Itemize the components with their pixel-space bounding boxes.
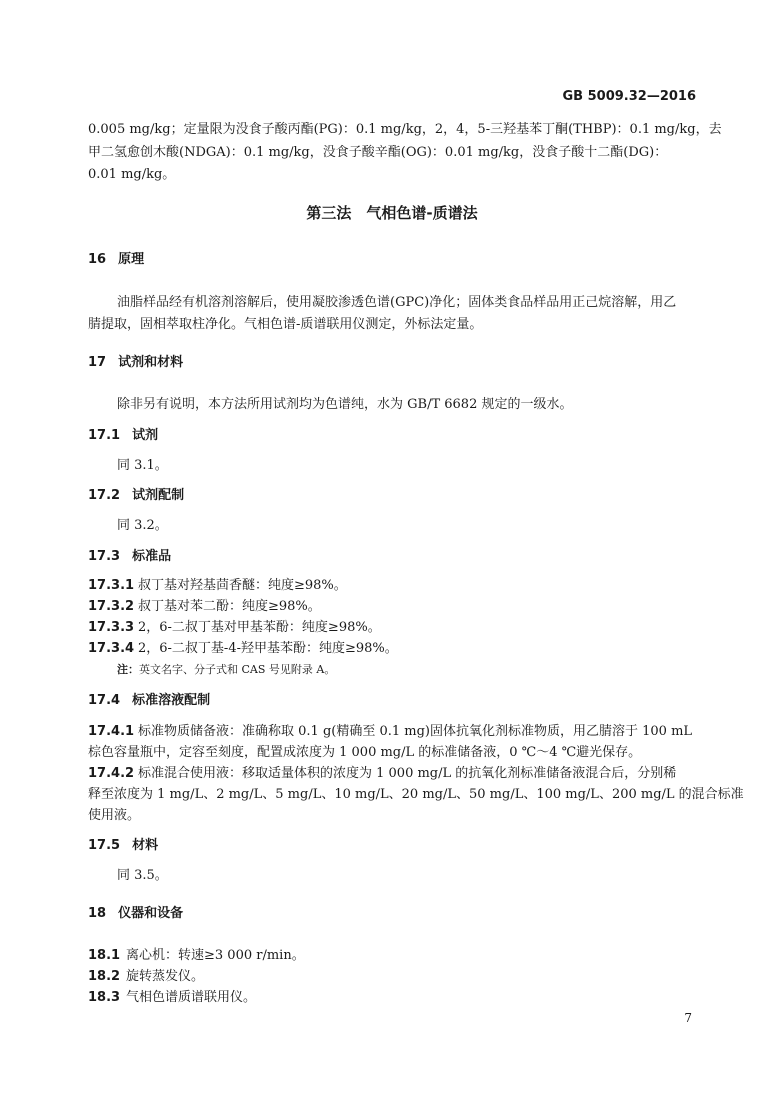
method-title: 第三法 气相色谱-质谱法 <box>306 204 478 222</box>
stock-solution-para: 17.4.1 标准物质储备液：准确称取 0.1 g(精确至 0.1 mg)固体抗氧化剂标准物质，用乙腈溶于 100 mL <box>88 724 693 739</box>
mixed-solution-line-3: 使用液。 <box>88 808 141 823</box>
section-title: 材料 <box>132 838 159 853</box>
section-title: 原理 <box>118 252 145 267</box>
section-17-3-heading <box>88 549 171 565</box>
section-title: 试剂配制 <box>132 488 185 503</box>
standard-item: 17.3.2 叔丁基对苯二酚：纯度≥98%。 <box>88 599 321 614</box>
section-17-5-text: 同 3.5。 <box>117 868 168 883</box>
note-label: 注： <box>117 663 139 676</box>
section-number: 17.1 <box>88 428 121 443</box>
section-number: 17.4 <box>88 693 121 708</box>
section-number: 17.5 <box>88 838 121 853</box>
section-17-1-text: 同 3.1。 <box>117 458 168 473</box>
page-number: 7 <box>684 1011 692 1025</box>
section-16-heading <box>88 252 144 268</box>
stock-solution-line-2: 棕色容量瓶中，定容至刻度，配置成浓度为 1 000 mg/L 的标准储备液，0 ℃～4 ℃避光保存。 <box>88 745 642 760</box>
principle-line-1: 油脂样品经有机溶剂溶解后，使用凝胶渗透色谱(GPC)净化；固体类食品样品用正己烷溶解，用乙 <box>117 295 677 310</box>
section-17-heading <box>88 355 183 371</box>
equipment-item: 18.1 离心机：转速≥3 000 r/min。 <box>88 948 305 963</box>
standard-item: 17.3.3 2，6-二叔丁基对甲基苯酚：纯度≥98%。 <box>88 620 381 635</box>
standard-item: 17.3.4 2，6-二叔丁基-4-羟甲基苯酚：纯度≥98%。 <box>88 641 398 656</box>
note-text: 英文名字、分子式和 CAS 号见附录 A。 <box>139 663 336 676</box>
equipment-item: 18.2 旋转蒸发仪。 <box>88 969 205 984</box>
intro-line-3: 0.01 mg/kg。 <box>88 167 176 182</box>
standard-code: GB 5009.32—2016 <box>562 89 696 104</box>
section-number: 16 <box>88 252 107 267</box>
standards-note <box>117 663 335 677</box>
section-title: 标准溶液配制 <box>132 693 211 708</box>
section-17-2-heading <box>88 488 184 504</box>
section-number: 17 <box>88 355 107 370</box>
intro-line-2: 甲二氢愈创木酸(NDGA)：0.1 mg/kg，没食子酸辛酯(OG)：0.01 mg/kg，没食子酸十二酯(DG)： <box>88 145 668 160</box>
section-number: 18 <box>88 906 107 921</box>
section-17-1-heading <box>88 428 158 444</box>
section-title: 仪器和设备 <box>118 906 184 921</box>
section-number: 17.3 <box>88 549 121 564</box>
standard-item: 17.3.1 叔丁基对羟基茴香醚：纯度≥98%。 <box>88 578 347 593</box>
intro-line-1: 0.005 mg/kg；定量限为没食子酸丙酯(PG)：0.1 mg/kg，2，4，5-三羟基苯丁酮(THBP)：0.1 mg/kg，去 <box>88 122 722 137</box>
section-number: 17.2 <box>88 488 121 503</box>
principle-line-2: 腈提取，固相萃取柱净化。气相色谱-质谱联用仪测定，外标法定量。 <box>88 317 483 332</box>
section-18-heading <box>88 906 183 922</box>
section-title: 试剂和材料 <box>118 355 184 370</box>
section-title: 试剂 <box>132 428 159 443</box>
section-17-2-text: 同 3.2。 <box>117 518 168 533</box>
section-17-4-heading <box>88 693 210 709</box>
mixed-solution-para: 17.4.2 标准混合使用液：移取适量体积的浓度为 1 000 mg/L 的抗氧化剂标准储备液混合后，分别稀 <box>88 766 677 781</box>
equipment-item: 18.3 气相色谱质谱联用仪。 <box>88 990 257 1005</box>
mixed-solution-line-2: 释至浓度为 1 mg/L、2 mg/L、5 mg/L、10 mg/L、20 mg/L、50 mg/L、100 mg/L、200 mg/L 的混合标准 <box>88 787 744 802</box>
reagents-intro: 除非另有说明，本方法所用试剂均为色谱纯，水为 GB/T 6682 规定的一级水。 <box>117 397 573 412</box>
section-title: 标准品 <box>132 549 172 564</box>
section-17-5-heading <box>88 838 158 854</box>
